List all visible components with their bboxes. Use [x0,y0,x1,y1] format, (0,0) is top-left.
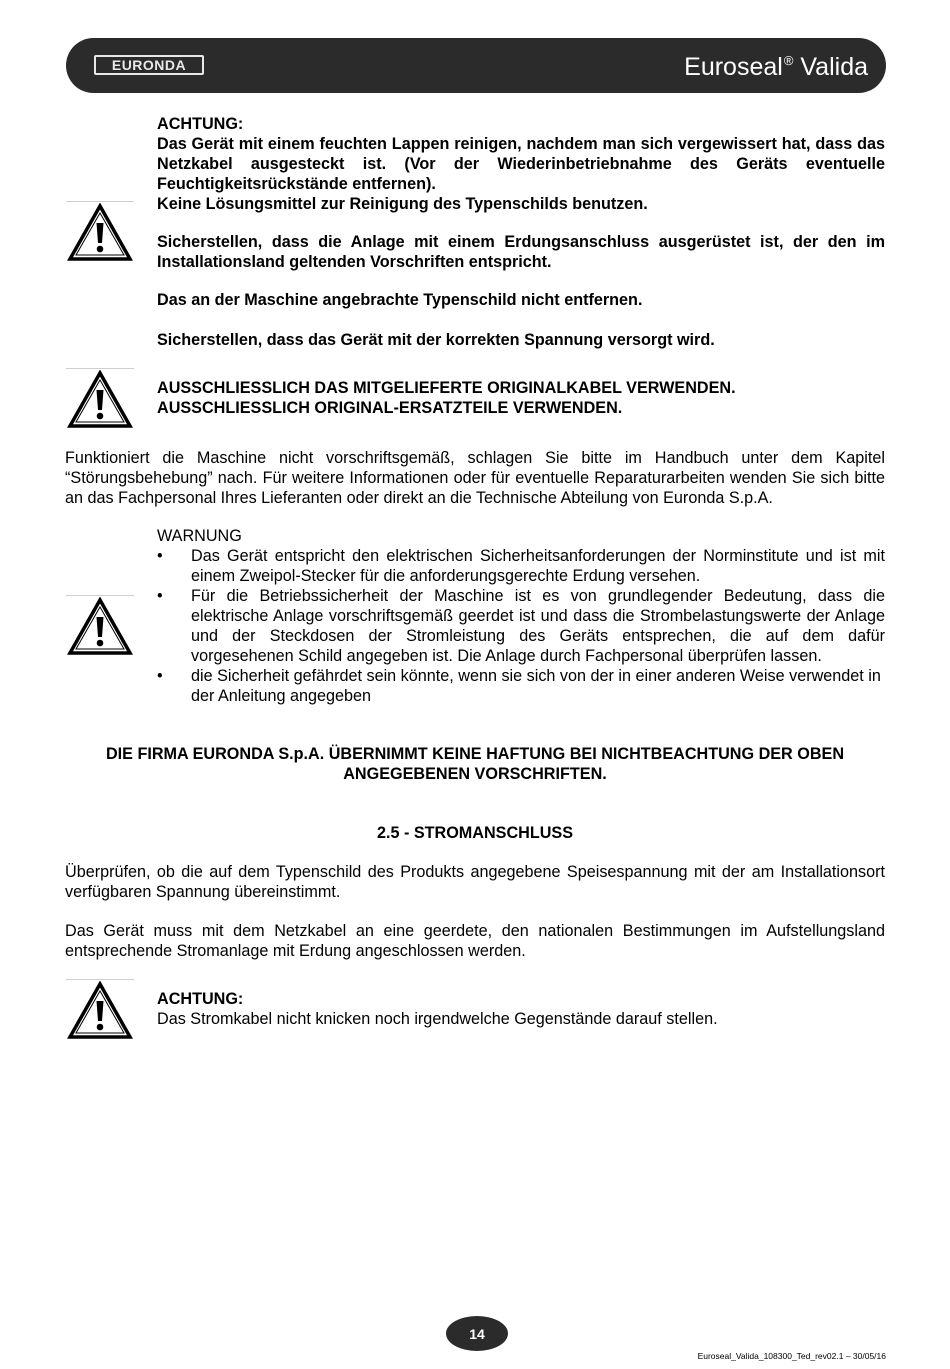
original-parts-note: AUSSCHLIESSLICH ORIGINAL-ERSATZTEILE VERWENDEN. [157,399,623,417]
warning-text: Das Stromkabel nicht knicken noch irgendwelche Gegenstände darauf stellen. [157,1010,718,1028]
warning-triangle-icon [66,979,134,1039]
warnung-title: WARNUNG [157,527,242,545]
warning-block-1 [157,114,885,214]
warnung-block [157,526,885,706]
grounding-note: Sicherstellen, dass die Anlage mit einem Erdungsanschluss ausgerüstet ist, der den im Installationsland geltenden Vorschriften entspricht. [157,233,885,271]
page-header [66,38,886,93]
section-heading: 2.5 - STROMANSCHLUSS [376,824,574,842]
warning-title: ACHTUNG: [157,990,244,1008]
warning-block-2 [157,378,885,418]
euronda-logo [94,55,204,75]
voltage-check-paragraph: Überprüfen, ob die auf dem Typenschild des Produkts angegebene Speisespannung mit der am Installationsort verfügbaren Spannung übereinstimmt. [65,863,885,901]
warning-text-2: Keine Lösungsmittel zur Reinigung des Typenschilds benutzen. [157,195,648,213]
malfunction-paragraph: Funktioniert die Maschine nicht vorschriftsgemäß, schlagen Sie bitte im Handbuch unter dem Kapitel “Störungsbehebung” nach. Für weitere Informationen oder für eventuelle Reparaturarbeiten wenden Sie sich bitte an das Fachpersonal Ihres Lieferanten oder direkt an die Technische Abteilung von Euronda S.p.A. [65,449,885,507]
warnung-list [157,546,885,706]
list-item: • Für die Betriebssicherheit der Maschine ist es von grundlegender Bedeutung, dass die elektrische Anlage vorschriftsgemäß geerdet ist und dass die Strombelastungswerte der Anlage und der Steckdosen der Stromleistung des Geräts entsprechen, die auf dem dafür vorgesehenen Schild angegeben ist. Die Anlage durch Fachpersonal überprüfen lassen. [157,586,885,666]
list-item: • Das Gerät entspricht den elektrischen Sicherheitsanforderungen der Norminstitute und ist mit einem Zweipol-Stecker für die anforderungsgerechte Erdung versehen. [157,546,885,586]
logo-text: EURONDA [111,57,187,73]
list-item: • die Sicherheit gefährdet sein könnte, wenn sie sich von der in einer anderen Weise verwendet in der Anleitung angegeben [157,666,885,706]
label-note: Das an der Maschine angebrachte Typenschild nicht entfernen. [157,291,643,309]
warning-block-3 [157,989,885,1029]
product-title [684,52,868,82]
original-cable-note: AUSSCHLIESSLICH DAS MITGELIEFERTE ORIGINALKABEL VERWENDEN. [157,379,736,397]
warning-text: Das Gerät mit einem feuchten Lappen reinigen, nachdem man sich vergewissert hat, dass das Netzkabel ausgesteckt ist. (Vor der Wiederinbetriebnahme des Geräts eventuelle Feuchtigkeitsrückstände entfernen). [157,135,885,193]
product-suffix: Valida [800,53,868,81]
disclaimer: DIE FIRMA EURONDA S.p.A. ÜBERNIMMT KEINE HAFTUNG BEI NICHTBEACHTUNG DER OBEN ANGEGEBENEN VORSCHRIFTEN. [105,745,845,783]
page-number: 14 [446,1316,508,1351]
document-footer: Euroseal_Valida_108300_Ted_rev02.1 – 30/05/16 [697,1351,886,1361]
product-name: Euroseal [684,53,783,81]
warning-triangle-icon [66,368,134,428]
warning-triangle-icon [66,201,134,261]
warning-triangle-icon [66,595,134,655]
warning-title: ACHTUNG: [157,115,244,133]
registered-mark: ® [783,53,794,68]
grounding-paragraph: Das Gerät muss mit dem Netzkabel an eine geerdete, den nationalen Bestimmungen im Aufstellungsland entsprechende Stromanlage mit Erdung angeschlossen werden. [65,922,885,960]
voltage-note: Sicherstellen, dass das Gerät mit der korrekten Spannung versorgt wird. [157,331,715,349]
